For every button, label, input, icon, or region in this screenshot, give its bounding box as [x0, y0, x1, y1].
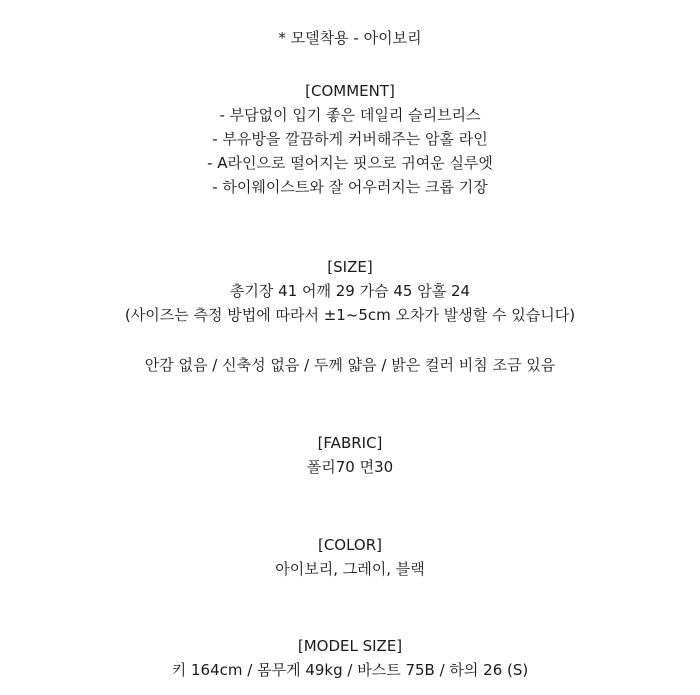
comment-line: - 부유방을 깔끔하게 커버해주는 암홀 라인 [212, 130, 488, 148]
fit-notes: 안감 없음 / 신축성 없음 / 두께 얇음 / 밝은 컬러 비침 조금 있음 [144, 356, 556, 374]
model-size-value: 키 164cm / 몸무게 49kg / 바스트 75B / 하의 26 (S) [171, 661, 529, 679]
size-measurements: 총기장 41 어깨 29 가슴 45 암홀 24 [229, 282, 471, 300]
color-value: 아이보리, 그레이, 블랙 [275, 560, 425, 578]
comment-line: - 부담없이 입기 좋은 데일리 슬리브리스 [219, 106, 481, 124]
size-header: [SIZE] [327, 258, 373, 276]
comment-line: - 하이웨이스트와 잘 어우러지는 크롭 기장 [212, 178, 488, 196]
color-section [0, 533, 700, 581]
fabric-section [0, 431, 700, 479]
fabric-header: [FABRIC] [317, 434, 383, 452]
fit-notes-section [0, 353, 700, 377]
color-header: [COLOR] [317, 536, 383, 554]
model-size-header: [MODEL SIZE] [297, 637, 403, 655]
comment-header: [COMMENT] [305, 82, 395, 100]
fabric-value: 폴리70 면30 [306, 458, 394, 476]
model-note-section [0, 26, 700, 50]
size-section [0, 255, 700, 327]
model-note: * 모델착용 - 아이보리 [278, 29, 422, 47]
model-size-section [0, 634, 700, 682]
comment-line: - A라인으로 떨어지는 핏으로 귀여운 실루엣 [207, 154, 493, 172]
size-disclaimer: (사이즈는 측정 방법에 따라서 ±1~5cm 오차가 발생할 수 있습니다) [124, 306, 576, 324]
comment-section [0, 79, 700, 199]
